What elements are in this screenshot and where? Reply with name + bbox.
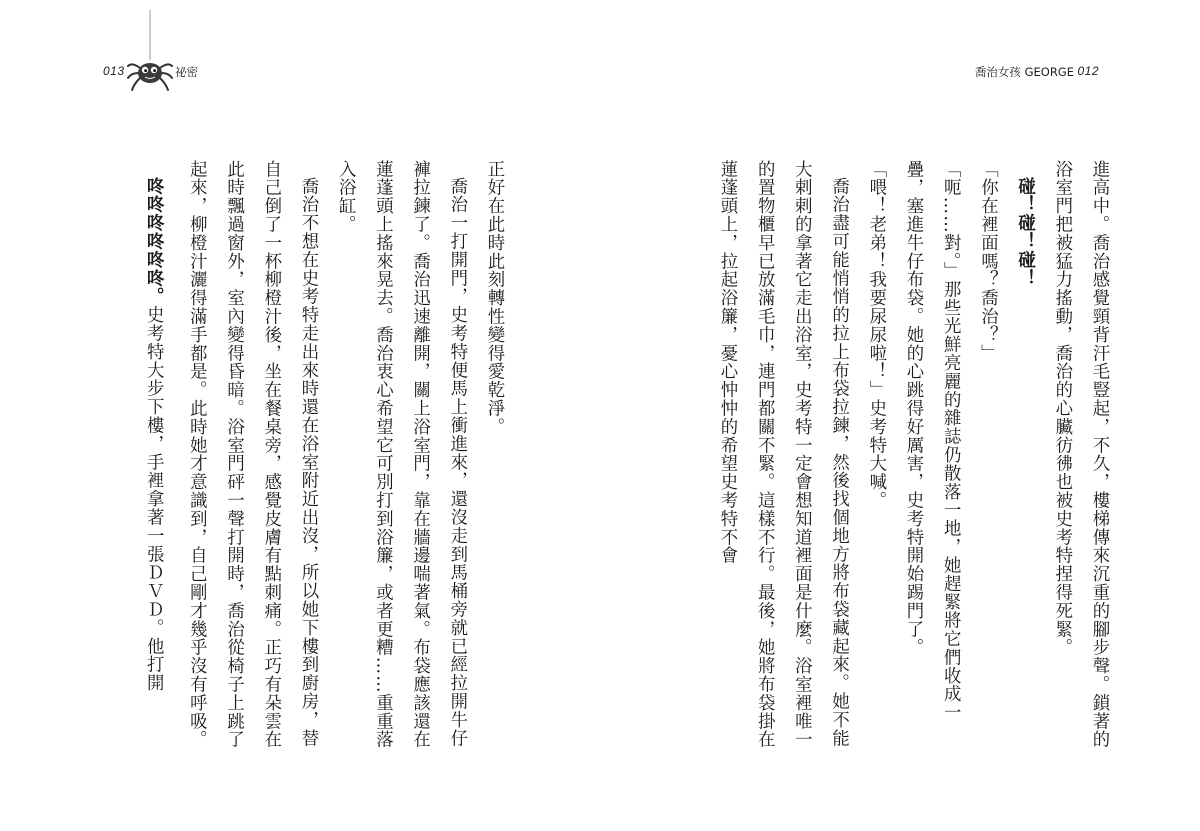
right-page — [600, 0, 1200, 831]
left-body-text — [134, 160, 512, 750]
chapter-title: 祕密 — [175, 65, 198, 79]
paragraph: 進高中。喬治感覺頸背汗毛豎起，不久，樓梯傳來沉重的腳步聲。鎖著的浴室門把被猛力搖動，喬治的心臟彷彿也被史考特捏得死緊。 — [1051, 160, 1109, 749]
right-body-text — [708, 160, 1117, 750]
paragraph: 正好在此時此刻轉性變得愛乾淨。 — [484, 160, 504, 436]
paragraph — [134, 160, 171, 750]
sound-effect-text: 咚咚咚咚咚咚。 — [143, 177, 164, 307]
page-number: 012 — [1077, 64, 1099, 78]
paragraph-continuation: 史考特大步下樓，手裡拿著一張ＤＶＤ。他打開 — [143, 306, 164, 693]
paragraph: 喬治一打開門，史考特便馬上衝進來，還沒走到馬桶旁就已經拉開牛仔褲拉鍊了。喬治迅速離開，關上浴室門，靠在牆邊喘著氣。布袋應該還在蓮蓬頭上搖來晃去。喬治衷心希望它可別打到浴簾，或者更糟……重重落入浴缸。 — [335, 160, 467, 749]
paragraph: 「你在裡面嗎？喬治？」 — [977, 160, 998, 363]
paragraph: 喬治盡可能悄悄的拉上布袋拉鍊，然後找個地方將布袋藏起來。她不能大剌剌的拿著它走出浴室，史考特一定會想知道裡面是什麼。浴室裡唯一的置物櫃早已放滿毛巾，連門都關不緊。這樣不行。最後，她將布袋掛在蓮蓬頭上，拉起浴簾，憂心忡忡的希望史考特不會 — [716, 160, 849, 749]
book-title: 喬治女孩 GEORGE — [974, 65, 1074, 79]
sound-effect-line: 碰！碰！碰！ — [1014, 177, 1035, 288]
paragraph: 喬治不想在史考特走出來時還在浴室附近出沒，所以她下樓到廚房，替自己倒了一杯柳橙汁後，坐在餐桌旁，感覺皮膚有點刺痛。正巧有朵雲在此時飄過窗外，室內變得昏暗。浴室門砰一聲打開時，喬治從椅子上跳了起來，柳橙汁灑得滿手都是。此時她才意識到，自己剛才幾乎沒有呼吸。 — [186, 160, 318, 749]
paragraph: 「喂！老弟！我要尿尿啦！」史考特大喊。 — [865, 160, 886, 510]
page-number: 013 — [103, 64, 125, 78]
spider-icon — [126, 10, 174, 92]
paragraph: 「呃……對。」那些光鮮亮麗的雜誌仍散落一地，她趕緊將它們收成一疊，塞進牛仔布袋。她的心跳得好厲害，史考特開始踢門了。 — [902, 160, 961, 722]
